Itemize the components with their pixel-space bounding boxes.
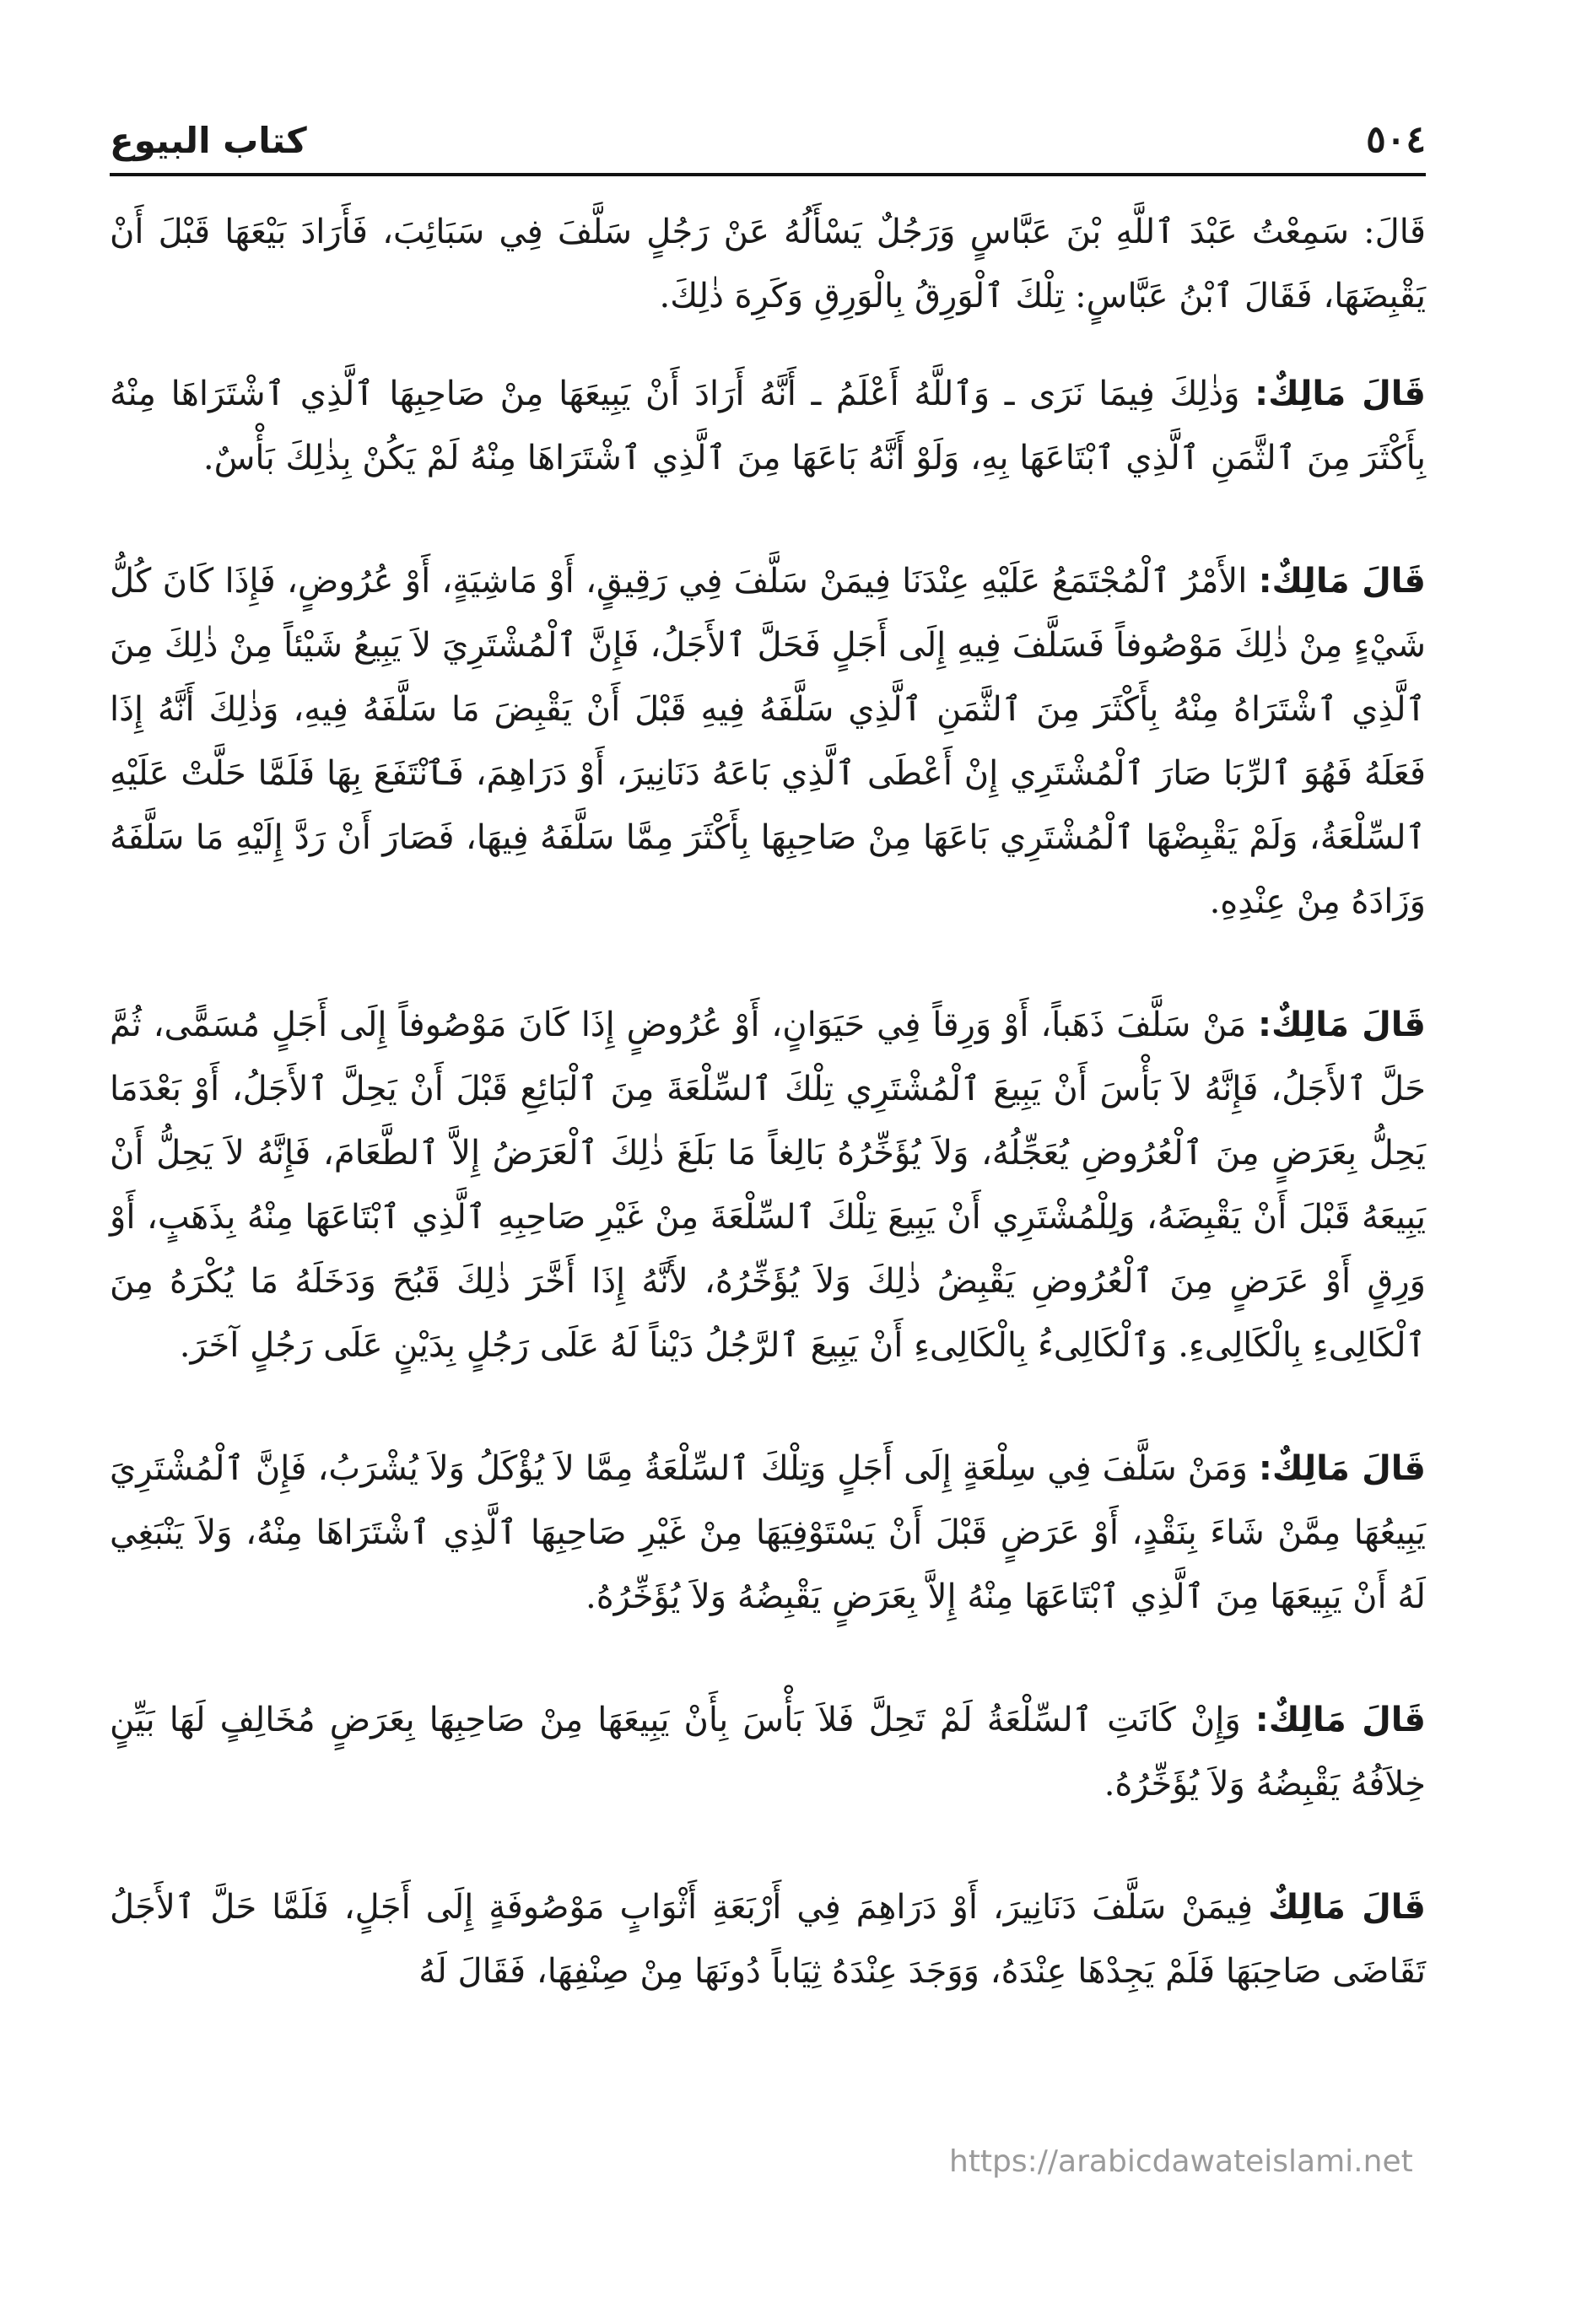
- paragraph-text: وَمَنْ سَلَّفَ فِي سِلْعَةٍ إِلَى أَجَلٍ وَتِلْكَ ٱلسِّلْعَةُ مِمَّا لاَ يُؤْكَلُ وَلاَ يُشْرَبُ، فَإِنَّ ٱلْمُشْتَرِيَ يَبِيعُهَا مِمَّنْ شَاءَ بِنَقْدٍ، أَوْ عَرَضٍ قَبْلَ أَنْ يَسْتَوْفِيَهَا مِنْ غَيْرِ صَاحِبِهَا ٱلَّذِي ٱشْتَرَاهَا مِنْهُ، وَلاَ يَنْبَغِي لَهُ أَنْ يَبِيعَهَا مِنَ ٱلَّذِي ٱبْتَاعَهَا مِنْهُ إِلاَّ بِعَرَضٍ يَقْبِضُهُ وَلاَ يُؤَخِّرُهُ.: [110, 1449, 1426, 1616]
- speaker-label: قَالَ مَالِكٌ:: [1257, 1006, 1427, 1044]
- paragraph: [110, 1437, 1426, 1629]
- page-body: [110, 200, 1426, 2003]
- speaker-label: قَالَ مَالِكٌ:: [1258, 562, 1426, 601]
- speaker-label: قَالَ مَالِكٌ: [1267, 1888, 1426, 1927]
- paragraph: [110, 200, 1426, 328]
- book-page: [110, 101, 1426, 2062]
- speaker-label: قَالَ مَالِكٌ:: [1258, 1449, 1427, 1488]
- book-title: كتاب البيوع: [110, 120, 307, 161]
- paragraph-text: وَإِنْ كَانَتِ ٱلسِّلْعَةُ لَمْ تَحِلَّ فَلاَ بَأْسَ بِأَنْ يَبِيعَهَا مِنْ صَاحِبِهَا بِعَرَضٍ مُخَالِفٍ لَهَا بَيِّنٍ خِلاَفُهُ يَقْبِضُهُ وَلاَ يُؤَخِّرُهُ.: [110, 1701, 1426, 1804]
- paragraph-text: الأَمْرُ ٱلْمُجْتَمَعُ عَلَيْهِ عِنْدَنَا فِيمَنْ سَلَّفَ فِي رَقِيقٍ، أَوْ مَاشِيَةٍ، أَوْ عُرُوضٍ، فَإِذَا كَانَ كُلُّ شَيْءٍ مِنْ ذٰلِكَ مَوْصُوفاً فَسَلَّفَ فِيهِ إِلَى أَجَلٍ فَحَلَّ ٱلأَجَلُ، فَإِنَّ ٱلْمُشْتَرِيَ لاَ يَبِيعُ شَيْئاً مِنْ ذٰلِكَ مِنَ ٱلَّذِي ٱشْتَرَاهُ مِنْهُ بِأَكْثَرَ مِنَ ٱلثَّمَنِ ٱلَّذِي سَلَّفَهُ فِيهِ قَبْلَ أَنْ يَقْبِضَ مَا سَلَّفَهُ فِيهِ، وَذٰلِكَ أَنَّهُ إِذَا فَعَلَهُ فَهُوَ ٱلرِّبَا صَارَ ٱلْمُشْتَرِي إِنْ أَعْطَى ٱلَّذِي بَاعَهُ دَنَانِيرَ، أَوْ دَرَاهِمَ، فَٱنْتَفَعَ بِهَا فَلَمَّا حَلَّتْ عَلَيْهِ ٱلسِّلْعَةُ، وَلَمْ يَقْبِضْهَا ٱلْمُشْتَرِي بَاعَهَا مِنْ صَاحِبِهَا بِأَكْثَرَ مِمَّا سَلَّفَهُ فِيهَا، فَصَارَ أَنْ رَدَّ إِلَيْهِ مَا سَلَّفَهُ وَزَادَهُ مِنْ عِنْدِهِ.: [110, 562, 1426, 921]
- watermark-url: https://arabicdawateislami.net: [949, 2144, 1413, 2179]
- paragraph-text: مَنْ سَلَّفَ ذَهَباً، أَوْ وَرِقاً فِي حَيَوَانٍ، أَوْ عُرُوضٍ إِذَا كَانَ مَوْصُوفاً إِلَى أَجَلٍ مُسَمًّى، ثُمَّ حَلَّ ٱلأَجَلُ، فَإِنَّهُ لاَ بَأْسَ أَنْ يَبِيعَ ٱلْمُشْتَرِي تِلْكَ ٱلسِّلْعَةَ مِنَ ٱلْبَائِعِ قَبْلَ أَنْ يَحِلَّ ٱلأَجَلُ، أَوْ بَعْدَمَا يَحِلُّ بِعَرَضٍ مِنَ ٱلْعُرُوضِ يُعَجِّلُهُ، وَلاَ يُؤَخِّرُهُ بَالِغاً مَا بَلَغَ ذٰلِكَ ٱلْعَرَضُ إِلاَّ ٱلطَّعَامَ، فَإِنَّهُ لاَ يَحِلُّ أَنْ يَبِيعَهُ قَبْلَ أَنْ يَقْبِضَهُ، وَلِلْمُشْتَرِي أَنْ يَبِيعَ تِلْكَ ٱلسِّلْعَةَ مِنْ غَيْرِ صَاحِبِهِ ٱلَّذِي ٱبْتَاعَهَا مِنْهُ بِذَهَبٍ، أَوْ وَرِقٍ أَوْ عَرَضٍ مِنَ ٱلْعُرُوضِ يَقْبِضُ ذٰلِكَ وَلاَ يُؤَخِّرُهُ، لأَنَّهُ إِذَا أَخَّرَ ذٰلِكَ قَبُحَ وَدَخَلَهُ مَا يُكْرَهُ مِنَ ٱلْكَالِىءِ بِالْكَالِىءِ. وَٱلْكَالِىءُ بِالْكَالِىءِ أَنْ يَبِيعَ ٱلرَّجُلُ دَيْناً لَهُ عَلَى رَجُلٍ بِدَيْنٍ عَلَى رَجُلٍ آخَرَ.: [110, 1006, 1426, 1365]
- paragraph: [110, 993, 1426, 1378]
- paragraph: [110, 549, 1426, 934]
- speaker-label: قَالَ مَالِكٌ:: [1255, 1701, 1427, 1739]
- paragraph: [110, 1688, 1426, 1816]
- paragraph-text: وَذٰلِكَ فِيمَا نَرَى ـ وَٱللَّهُ أَعْلَمُ ـ أَنَّهُ أَرَادَ أَنْ يَبِيعَهَا مِنْ صَاحِبِهَا ٱلَّذِي ٱشْتَرَاهَا مِنْهُ بِأَكْثَرَ مِنَ ٱلثَّمَنِ ٱلَّذِي ٱبْتَاعَهَا بِهِ، وَلَوْ أَنَّهُ بَاعَهَا مِنَ ٱلَّذِي ٱشْتَرَاهَا مِنْهُ لَمْ يَكُنْ بِذٰلِكَ بَأْسٌ.: [110, 375, 1426, 477]
- page-header: [110, 101, 1426, 176]
- page-number: ٥٠٤: [1366, 118, 1426, 161]
- paragraph: [110, 362, 1426, 490]
- speaker-label: قَالَ مَالِكٌ:: [1255, 375, 1426, 413]
- paragraph: [110, 1875, 1426, 2003]
- paragraph-text: فِيمَنْ سَلَّفَ دَنَانِيرَ، أَوْ دَرَاهِمَ فِي أَرْبَعَةِ أَثْوَابٍ مَوْصُوفَةٍ إِلَى أَجَلٍ، فَلَمَّا حَلَّ ٱلأَجَلُ تَقَاضَى صَاحِبَهَا فَلَمْ يَجِدْهَا عِنْدَهُ، وَوَجَدَ عِنْدَهُ ثِيَاباً دُونَهَا مِنْ صِنْفِهَا، فَقَالَ لَهُ: [110, 1888, 1426, 1991]
- paragraph-text: قَالَ: سَمِعْتُ عَبْدَ ٱللَّهِ بْنَ عَبَّاسٍ وَرَجُلٌ يَسْأَلُهُ عَنْ رَجُلٍ سَلَّفَ فِي سَبَائِبَ، فَأَرَادَ بَيْعَهَا قَبْلَ أَنْ يَقْبِضَهَا، فَقَالَ ٱبْنُ عَبَّاسٍ: تِلْكَ ٱلْوَرِقُ بِالْوَرِقِ وَكَرِهَ ذٰلِكَ.: [110, 213, 1426, 315]
